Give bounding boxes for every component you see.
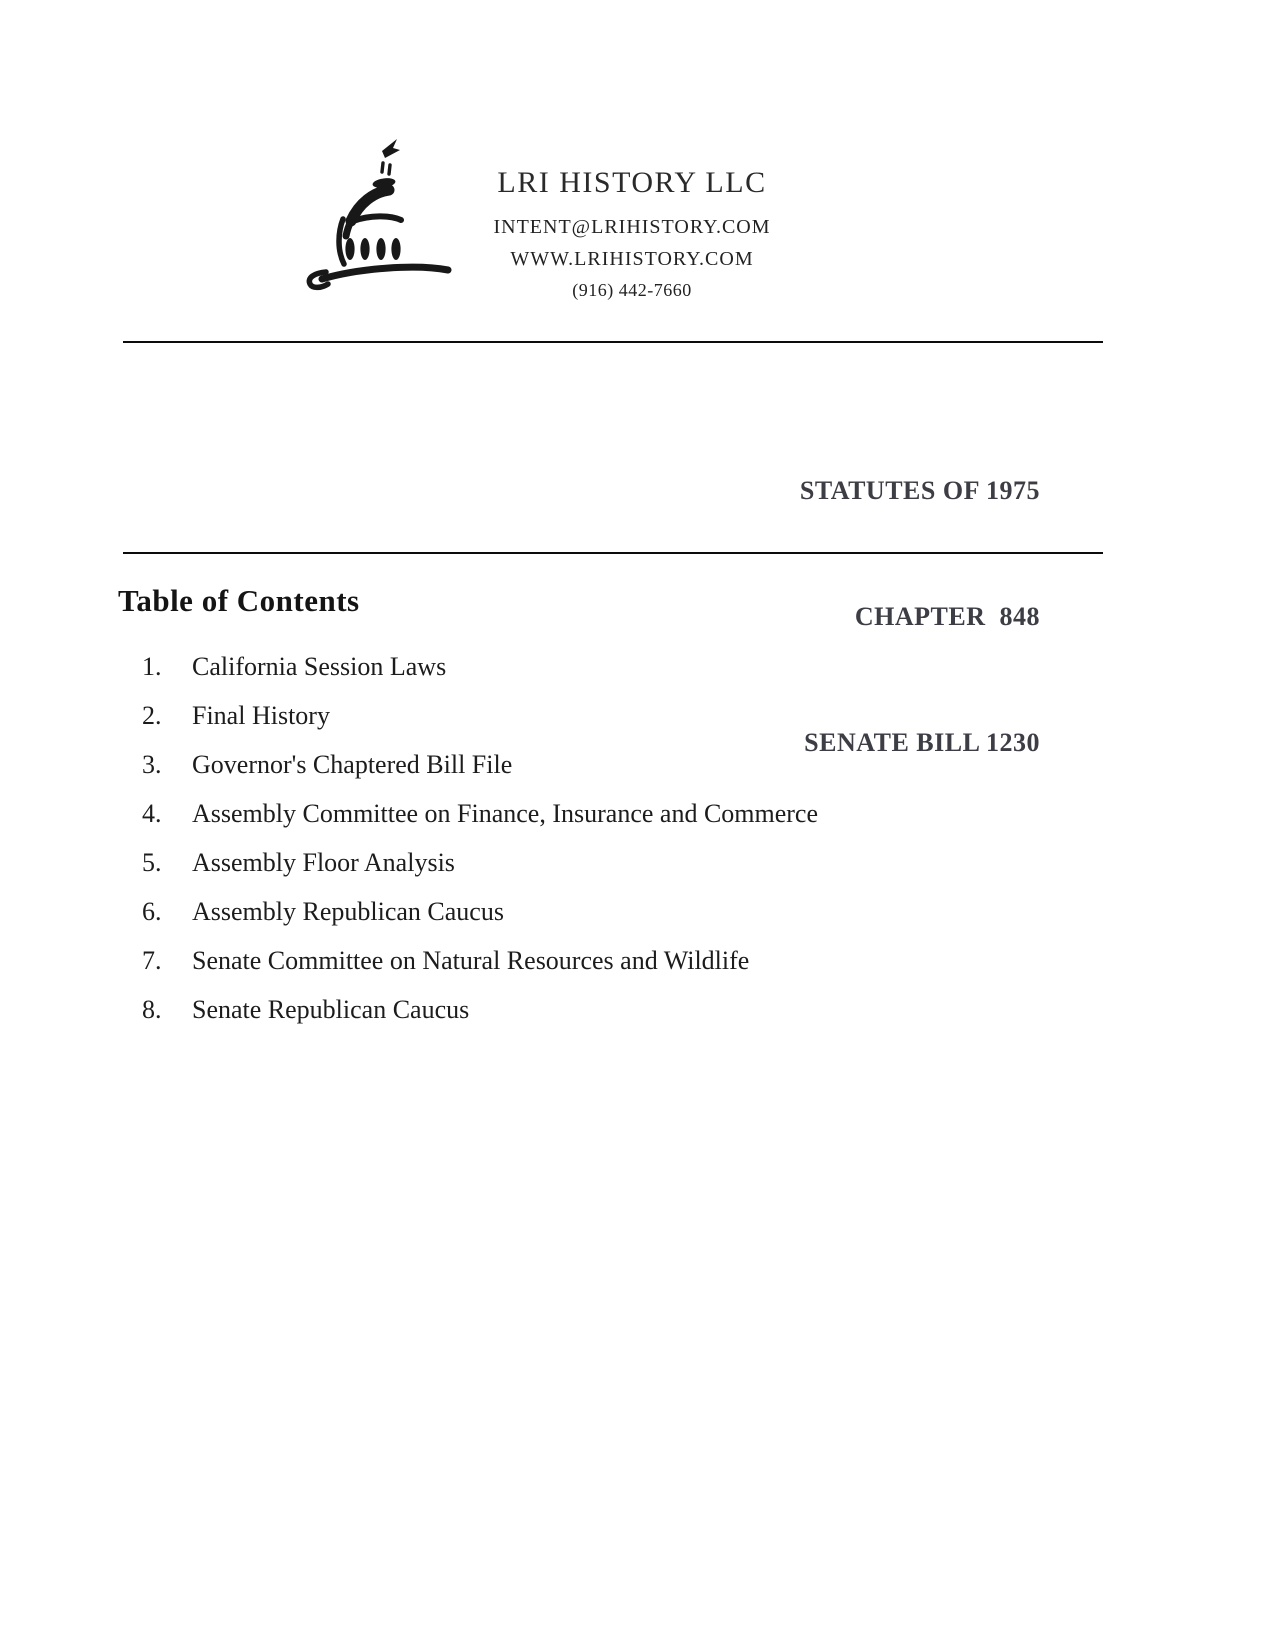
toc-item [0,946,1276,995]
toc-item-label: Assembly Republican Caucus [192,897,504,926]
toc-item [0,799,1276,848]
company-header [458,166,806,301]
toc-item-number: 4. [142,799,162,828]
toc-item-number: 2. [142,701,162,730]
toc-item-number: 3. [142,750,162,779]
capitol-dome-logo-icon [298,126,456,296]
toc-list [0,652,1276,1044]
toc-item-label: Governor's Chaptered Bill File [192,750,513,779]
company-email: INTENT@LRIHISTORY.COM [493,216,771,238]
toc-item [0,848,1276,897]
horizontal-divider-top [123,341,1103,343]
toc-item-number: 6. [142,897,162,926]
toc-item-label: Senate Committee on Natural Resources and Wildlife [192,946,750,975]
toc-item-number: 5. [142,848,162,877]
toc-item [0,652,1276,701]
toc-item [0,750,1276,799]
chapter-line: CHAPTER 848 [854,602,1040,631]
toc-item-label: Assembly Floor Analysis [192,848,455,877]
toc-item-number: 1. [142,652,162,681]
toc-item [0,897,1276,946]
company-name: LRI HISTORY LLC [497,166,767,199]
toc-item [0,701,1276,750]
toc-item-label: Senate Republican Caucus [192,995,470,1024]
toc-item-label: Assembly Committee on Finance, Insurance and Commerce [192,799,819,828]
toc-item-label: Final History [192,701,330,730]
company-website: WWW.LRIHISTORY.COM [510,248,754,270]
toc-title: Table of Contents [118,583,360,618]
toc-item-label: California Session Laws [192,652,447,681]
statutes-line: STATUTES OF 1975 [799,476,1040,505]
company-phone: (916) 442-7660 [572,280,692,300]
toc-item-number: 8. [142,995,162,1024]
horizontal-divider-bottom [123,552,1103,554]
toc-item-number: 7. [142,946,162,975]
toc-item [0,995,1276,1044]
senate-bill-line: SENATE BILL 1230 [804,728,1040,757]
